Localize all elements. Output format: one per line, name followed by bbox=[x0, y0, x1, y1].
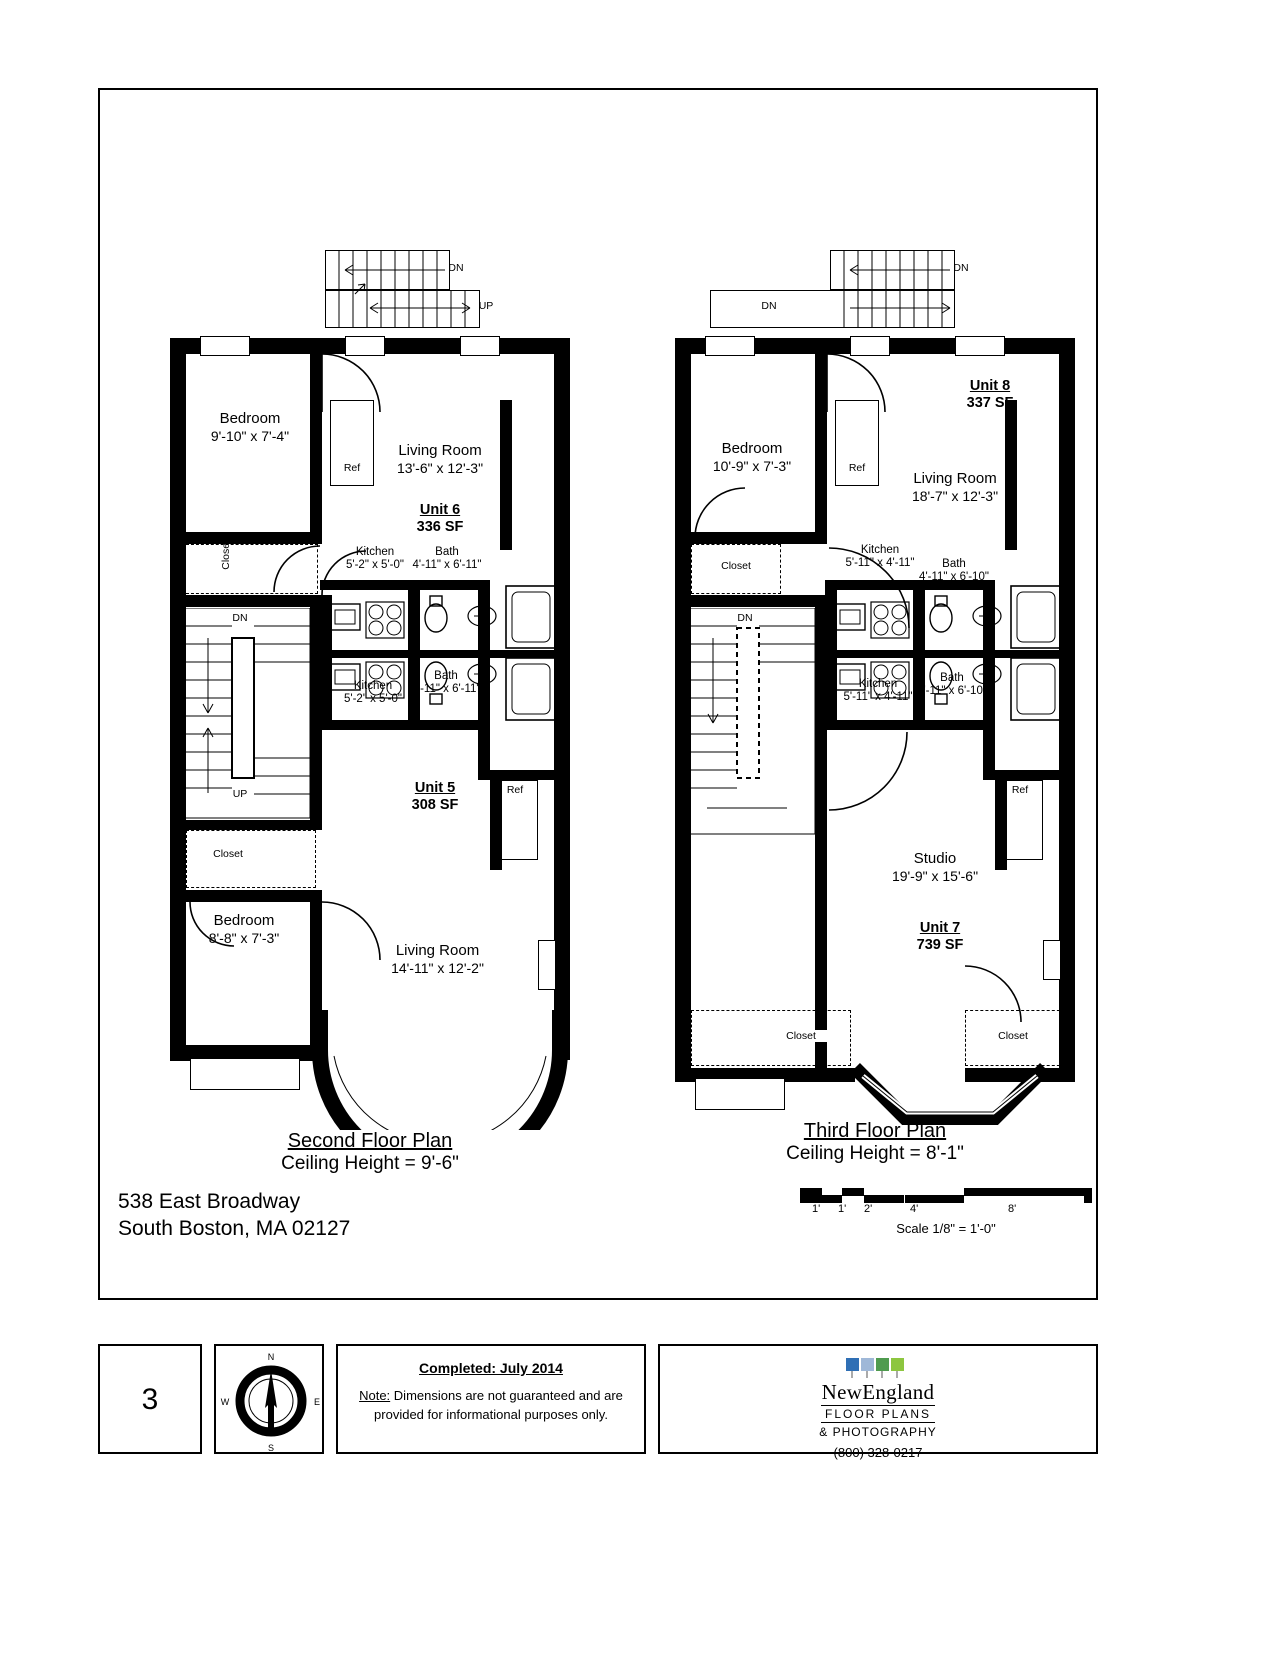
room-name: Living Room bbox=[395, 942, 480, 959]
stair-label-dn-upper-left: DN bbox=[761, 300, 777, 312]
note-content bbox=[338, 1346, 644, 1425]
logo-tagline-2: & PHOTOGRAPHY bbox=[819, 1425, 937, 1439]
logo-phone: (800) 328-0217 bbox=[833, 1445, 923, 1460]
svg-text:E: E bbox=[313, 1397, 321, 1407]
third-floor-caption bbox=[725, 1120, 1025, 1165]
page-number: 3 bbox=[141, 1383, 159, 1416]
room-name: Bath bbox=[942, 558, 966, 570]
company-logo bbox=[660, 1346, 1096, 1460]
door-swings bbox=[160, 250, 580, 1190]
room-living-unit8 bbox=[865, 470, 1045, 504]
stair-label-dn-upper: DN bbox=[448, 262, 464, 274]
unit-label-7 bbox=[865, 920, 1015, 955]
unit-sf: 337 SF bbox=[966, 395, 1014, 412]
unit-sf: 336 SF bbox=[416, 519, 464, 536]
logo-box bbox=[658, 1344, 1098, 1460]
caption-sub: Ceiling Height = 9'-6" bbox=[281, 1153, 459, 1174]
room-bath-lower bbox=[915, 672, 989, 698]
second-floor-caption bbox=[220, 1130, 520, 1175]
room-dim: 8'-8" x 7'-3" bbox=[208, 929, 280, 946]
room-name: Kitchen bbox=[858, 678, 898, 690]
room-bedroom-unit6 bbox=[180, 410, 320, 444]
scale-bar bbox=[800, 1188, 1092, 1203]
unit-label-6 bbox=[365, 502, 515, 537]
room-name: Studio bbox=[913, 850, 957, 867]
room-name: Bath bbox=[434, 670, 458, 682]
refrigerator-top-label: Ref bbox=[343, 462, 361, 474]
compass-rose bbox=[216, 1346, 322, 1452]
stair-label-up: UP bbox=[232, 788, 248, 800]
caption-sub: Ceiling Height = 8'-1" bbox=[786, 1143, 964, 1164]
room-dim: 4'-11" x 6'-10" bbox=[919, 571, 989, 584]
stair-label-dn-upper-right: DN bbox=[953, 262, 969, 274]
unit-name: Unit 6 bbox=[419, 502, 461, 518]
unit-label-5 bbox=[360, 780, 510, 815]
closet-lower-label: Closet bbox=[188, 848, 268, 860]
closet-top-label: Closet bbox=[693, 560, 779, 572]
scale-tick: 1' bbox=[838, 1203, 847, 1215]
unit-name: Unit 8 bbox=[969, 378, 1011, 394]
scale-tick: 4' bbox=[910, 1203, 919, 1215]
room-name: Kitchen bbox=[355, 546, 395, 558]
unit-sf: 308 SF bbox=[411, 797, 459, 814]
stair-label-dn: DN bbox=[232, 612, 248, 624]
drawing-sheet bbox=[98, 88, 1098, 1300]
room-name: Kitchen bbox=[860, 544, 900, 556]
logo-name-part2: England bbox=[862, 1380, 935, 1404]
room-dim: 19'-9" x 15'-6" bbox=[891, 867, 979, 884]
svg-text:N: N bbox=[267, 1352, 275, 1362]
logo-tagline-1: FLOOR PLANS bbox=[660, 1405, 1096, 1423]
scale-tick: 8' bbox=[1008, 1203, 1017, 1215]
room-name: Kitchen bbox=[353, 680, 393, 692]
room-dim: 5'-11" x 4'-11" bbox=[845, 557, 915, 570]
room-living-unit5 bbox=[350, 942, 525, 976]
svg-text:S: S bbox=[267, 1443, 275, 1453]
room-name: Living Room bbox=[398, 442, 482, 459]
address-line-2: South Boston, MA 02127 bbox=[118, 1217, 351, 1241]
logo-name bbox=[660, 1380, 1096, 1405]
room-living-unit6 bbox=[360, 442, 520, 476]
unit-label-8 bbox=[915, 378, 1065, 413]
address-line-1: 538 East Broadway bbox=[118, 1190, 301, 1213]
refrigerator-top-label: Ref bbox=[848, 462, 866, 474]
note-text: Dimensions are not guaranteed and are provided for informational purposes only. bbox=[374, 1388, 623, 1423]
stair-label-dn: DN bbox=[737, 612, 753, 624]
page-number-box bbox=[98, 1344, 202, 1454]
caption-title: Second Floor Plan bbox=[287, 1130, 453, 1152]
room-bedroom-unit5 bbox=[174, 912, 314, 946]
room-name: Bedroom bbox=[213, 912, 275, 929]
room-dim: 5'-2" x 5'-0" bbox=[344, 693, 402, 706]
completed-date: Completed: July 2014 bbox=[419, 1360, 563, 1376]
room-dim: 10'-9" x 7'-3" bbox=[712, 457, 792, 474]
compass-box bbox=[214, 1344, 324, 1454]
room-dim: 13'-6" x 12'-3" bbox=[396, 459, 484, 476]
room-name: Bath bbox=[940, 672, 964, 684]
note-box bbox=[336, 1344, 646, 1454]
room-dim: 4'-11" x 6'-10" bbox=[917, 685, 987, 698]
note-label: Note: bbox=[359, 1388, 391, 1404]
room-bath-lower bbox=[410, 670, 482, 696]
room-dim: 4'-11" x 6'-11" bbox=[411, 683, 481, 696]
stair-label-up-upper: UP bbox=[478, 300, 494, 312]
logo-mark bbox=[828, 1354, 928, 1380]
logo-name-part1: New bbox=[821, 1380, 863, 1404]
room-bath-upper bbox=[917, 558, 991, 584]
refrigerator-bottom-label: Ref bbox=[1011, 784, 1029, 796]
room-dim: 14'-11" x 12'-2" bbox=[391, 959, 484, 976]
caption-title: Third Floor Plan bbox=[803, 1120, 947, 1142]
room-dim: 5'-2" x 5'-0" bbox=[346, 559, 404, 572]
room-dim: 5'-11" x 4'-11" bbox=[843, 691, 913, 704]
second-floor-plan bbox=[160, 250, 580, 1190]
room-dim: 9'-10" x 7'-4" bbox=[210, 427, 290, 444]
room-dim: 18'-7" x 12'-3" bbox=[911, 487, 999, 504]
scale-tick: 2' bbox=[864, 1203, 873, 1215]
unit-name: Unit 7 bbox=[919, 920, 961, 936]
closet-upper-label: Closet bbox=[220, 540, 232, 570]
room-bath-upper bbox=[412, 546, 482, 572]
room-dim: 4'-11" x 6'-11" bbox=[412, 559, 482, 572]
room-name: Bedroom bbox=[219, 410, 281, 427]
refrigerator-bottom-label: Ref bbox=[506, 784, 524, 796]
scale-tick: 1' bbox=[812, 1203, 821, 1215]
room-name: Bedroom bbox=[721, 440, 783, 457]
scale-text: Scale 1/8" = 1'-0" bbox=[896, 1221, 996, 1236]
scale-tick-labels bbox=[800, 1203, 1092, 1217]
scale-bar-group bbox=[800, 1188, 1092, 1236]
svg-text:W: W bbox=[220, 1397, 230, 1407]
third-floor-plan bbox=[665, 250, 1085, 1190]
room-bedroom-unit8 bbox=[677, 440, 827, 474]
closet-bottom-left-label: Closet bbox=[761, 1030, 841, 1042]
room-studio-unit7 bbox=[845, 850, 1025, 884]
project-address bbox=[118, 1188, 350, 1243]
unit-name: Unit 5 bbox=[414, 780, 456, 796]
closet-bottom-right-label: Closet bbox=[973, 1030, 1053, 1042]
room-name: Bath bbox=[435, 546, 459, 558]
unit-sf: 739 SF bbox=[916, 937, 964, 954]
room-name: Living Room bbox=[913, 470, 997, 487]
